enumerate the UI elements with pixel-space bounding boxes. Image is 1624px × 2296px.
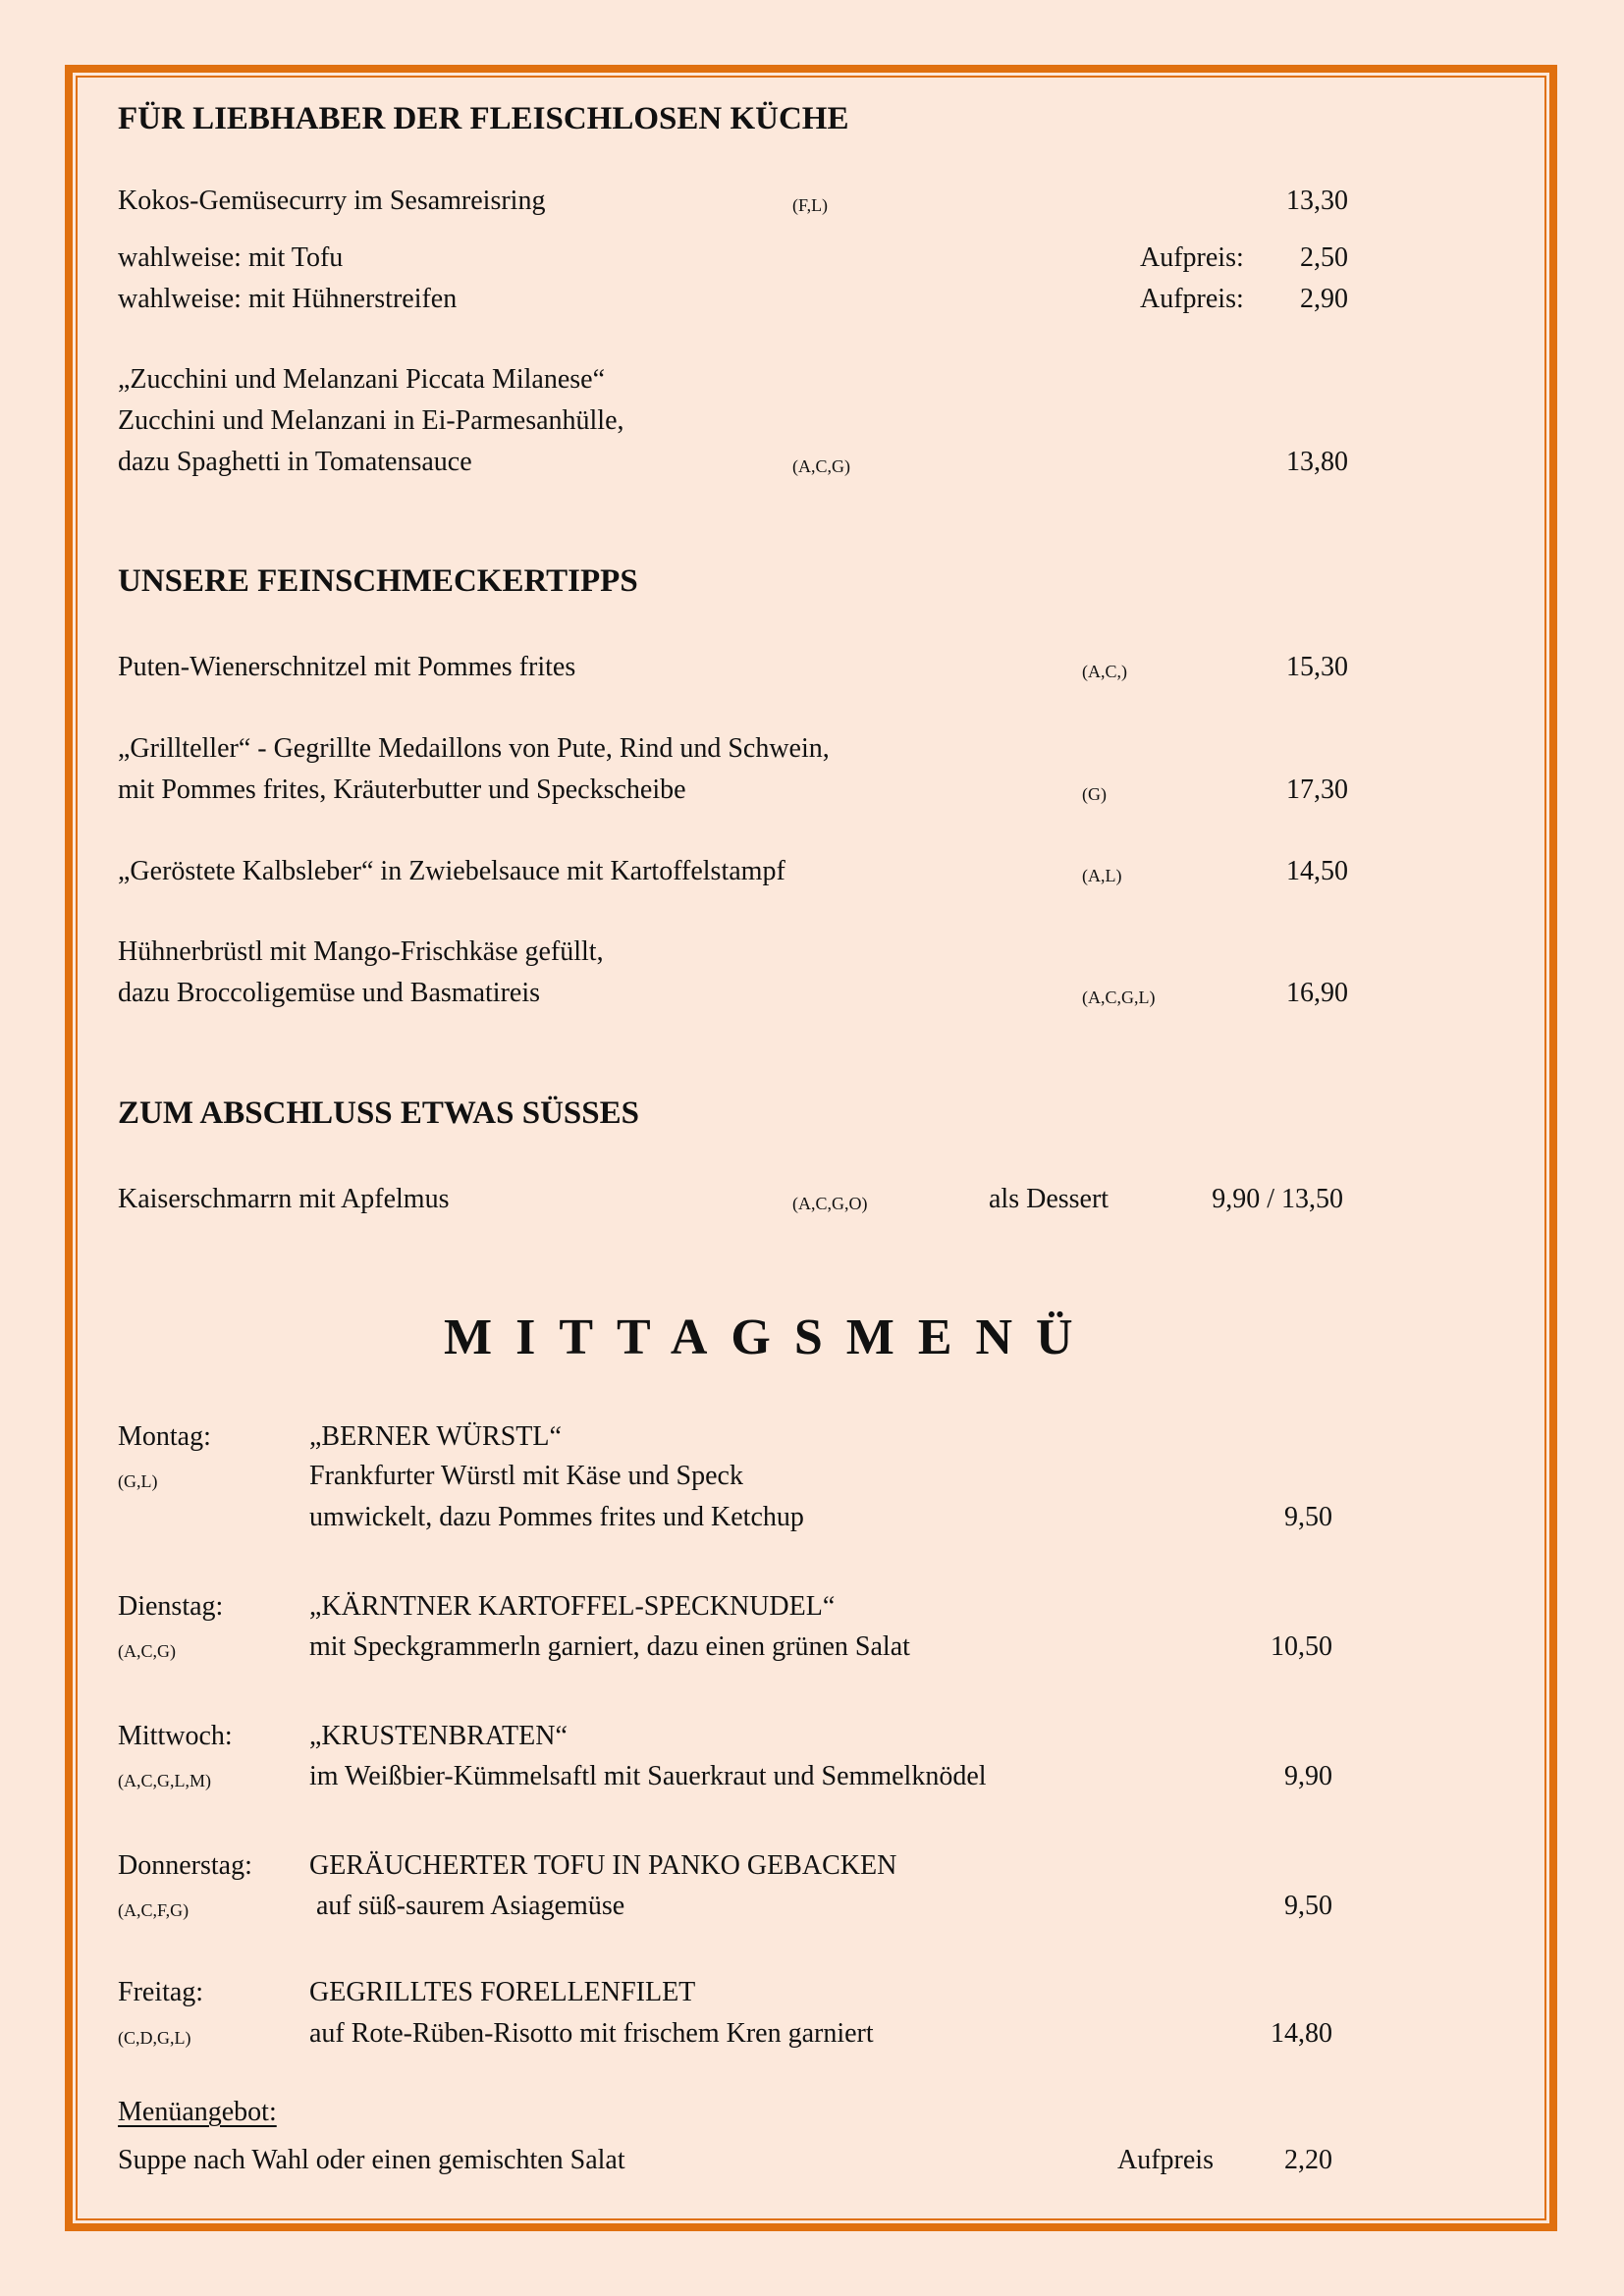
item-allergens: (G) <box>1082 784 1107 804</box>
dish-description: Frankfurter Würstl mit Käse und Speck <box>309 1461 743 1491</box>
dish-price: 14,80 <box>1271 2018 1332 2049</box>
dish-name: GEGRILLTES FORELLENFILET <box>309 1977 696 2007</box>
day-label: Freitag: <box>118 1977 204 2007</box>
dish-description: auf Rote-Rüben-Risotto mit frischem Kren garniert <box>309 2018 874 2049</box>
item-allergens: (F,L) <box>792 195 829 215</box>
section-title-gourmet: UNSERE FEINSCHMECKERTIPPS <box>118 563 638 599</box>
item-allergens: (A,C,G,L) <box>1082 988 1156 1007</box>
day-allergens: (G,L) <box>118 1471 158 1491</box>
surcharge-price: 2,50 <box>1300 242 1348 273</box>
day-allergens: (A,C,G) <box>118 1641 176 1661</box>
section-title-dessert: ZUM ABSCHLUSS ETWAS SÜSSES <box>118 1095 639 1131</box>
item-price: 13,80 <box>1286 447 1348 477</box>
item-name: „Grillteller“ - Gegrillte Medaillons von Pute, Rind und Schwein, <box>118 733 830 764</box>
dish-price: 10,50 <box>1271 1631 1332 1662</box>
dish-price: 9,90 <box>1284 1761 1332 1791</box>
dish-description: mit Speckgrammerln garniert, dazu einen grünen Salat <box>309 1631 910 1662</box>
surcharge-label: Aufpreis: <box>1140 242 1244 273</box>
day-label: Mittwoch: <box>118 1721 233 1751</box>
dish-description: umwickelt, dazu Pommes frites und Ketchup <box>309 1502 804 1532</box>
dish-name: „KRUSTENBRATEN“ <box>309 1721 568 1751</box>
day-allergens: (A,C,F,G) <box>118 1900 189 1920</box>
item-allergens: (A,C,) <box>1082 662 1127 681</box>
item-option: wahlweise: mit Hühnerstreifen <box>118 284 458 314</box>
item-price: 16,90 <box>1286 978 1348 1008</box>
day-allergens: (A,C,G,L,M) <box>118 1771 211 1790</box>
day-label: Dienstag: <box>118 1591 224 1622</box>
item-description: mit Pommes frites, Kräuterbutter und Speckscheibe <box>118 774 686 805</box>
item-name: Puten-Wienerschnitzel mit Pommes frites <box>118 652 576 682</box>
day-allergens: (C,D,G,L) <box>118 2028 191 2048</box>
dish-description: im Weißbier-Kümmelsaftl mit Sauerkraut und Semmelknödel <box>309 1761 987 1791</box>
item-allergens: (A,C,G,O) <box>792 1194 868 1213</box>
item-option: wahlweise: mit Tofu <box>118 242 344 273</box>
item-name: „Geröstete Kalbsleber“ in Zwiebelsauce mit Kartoffelstampf <box>118 856 785 886</box>
day-label: Montag: <box>118 1421 211 1452</box>
section-title-vegetarian: FÜR LIEBHABER DER FLEISCHLOSEN KÜCHE <box>118 101 849 136</box>
item-allergens: (A,L) <box>1082 866 1122 885</box>
surcharge-label: Aufpreis: <box>1140 284 1244 314</box>
menu-offer-heading: Menüangebot: <box>118 2097 277 2127</box>
dish-name: GERÄUCHERTER TOFU IN PANKO GEBACKEN <box>309 1850 897 1881</box>
dish-name: „BERNER WÜRSTL“ <box>309 1421 562 1452</box>
item-price: 9,90 / 13,50 <box>1212 1184 1343 1214</box>
item-description: dazu Broccoligemüse und Basmatireis <box>118 978 540 1008</box>
day-label: Donnerstag: <box>118 1850 252 1881</box>
menu-offer-text: Suppe nach Wahl oder einen gemischten Salat <box>118 2145 625 2175</box>
item-price: 13,30 <box>1286 186 1348 216</box>
dish-name: „KÄRNTNER KARTOFFEL-SPECKNUDEL“ <box>309 1591 836 1622</box>
item-price: 14,50 <box>1286 856 1348 886</box>
item-price: 17,30 <box>1286 774 1348 805</box>
item-name: Kaiserschmarrn mit Apfelmus <box>118 1184 450 1214</box>
surcharge-price: 2,90 <box>1300 284 1348 314</box>
item-name: „Zucchini und Melanzani Piccata Milanese“ <box>118 364 606 395</box>
item-note: als Dessert <box>989 1184 1110 1214</box>
dish-price: 9,50 <box>1284 1502 1332 1532</box>
menu-offer-price: 2,20 <box>1284 2145 1332 2175</box>
item-allergens: (A,C,G) <box>792 456 850 476</box>
item-description: Zucchini und Melanzani in Ei-Parmesanhülle, <box>118 405 624 436</box>
menu-offer-surcharge-label: Aufpreis <box>1117 2145 1214 2175</box>
dish-price: 9,50 <box>1284 1891 1332 1921</box>
item-name: Kokos-Gemüsecurry im Sesamreisring <box>118 186 546 216</box>
lunch-menu-title: MITTAGSMENÜ <box>444 1309 1097 1365</box>
item-price: 15,30 <box>1286 652 1348 682</box>
item-name: Hühnerbrüstl mit Mango-Frischkäse gefüllt, <box>118 936 604 967</box>
item-description: dazu Spaghetti in Tomatensauce <box>118 447 472 477</box>
dish-description: auf süß-saurem Asiagemüse <box>309 1891 625 1921</box>
